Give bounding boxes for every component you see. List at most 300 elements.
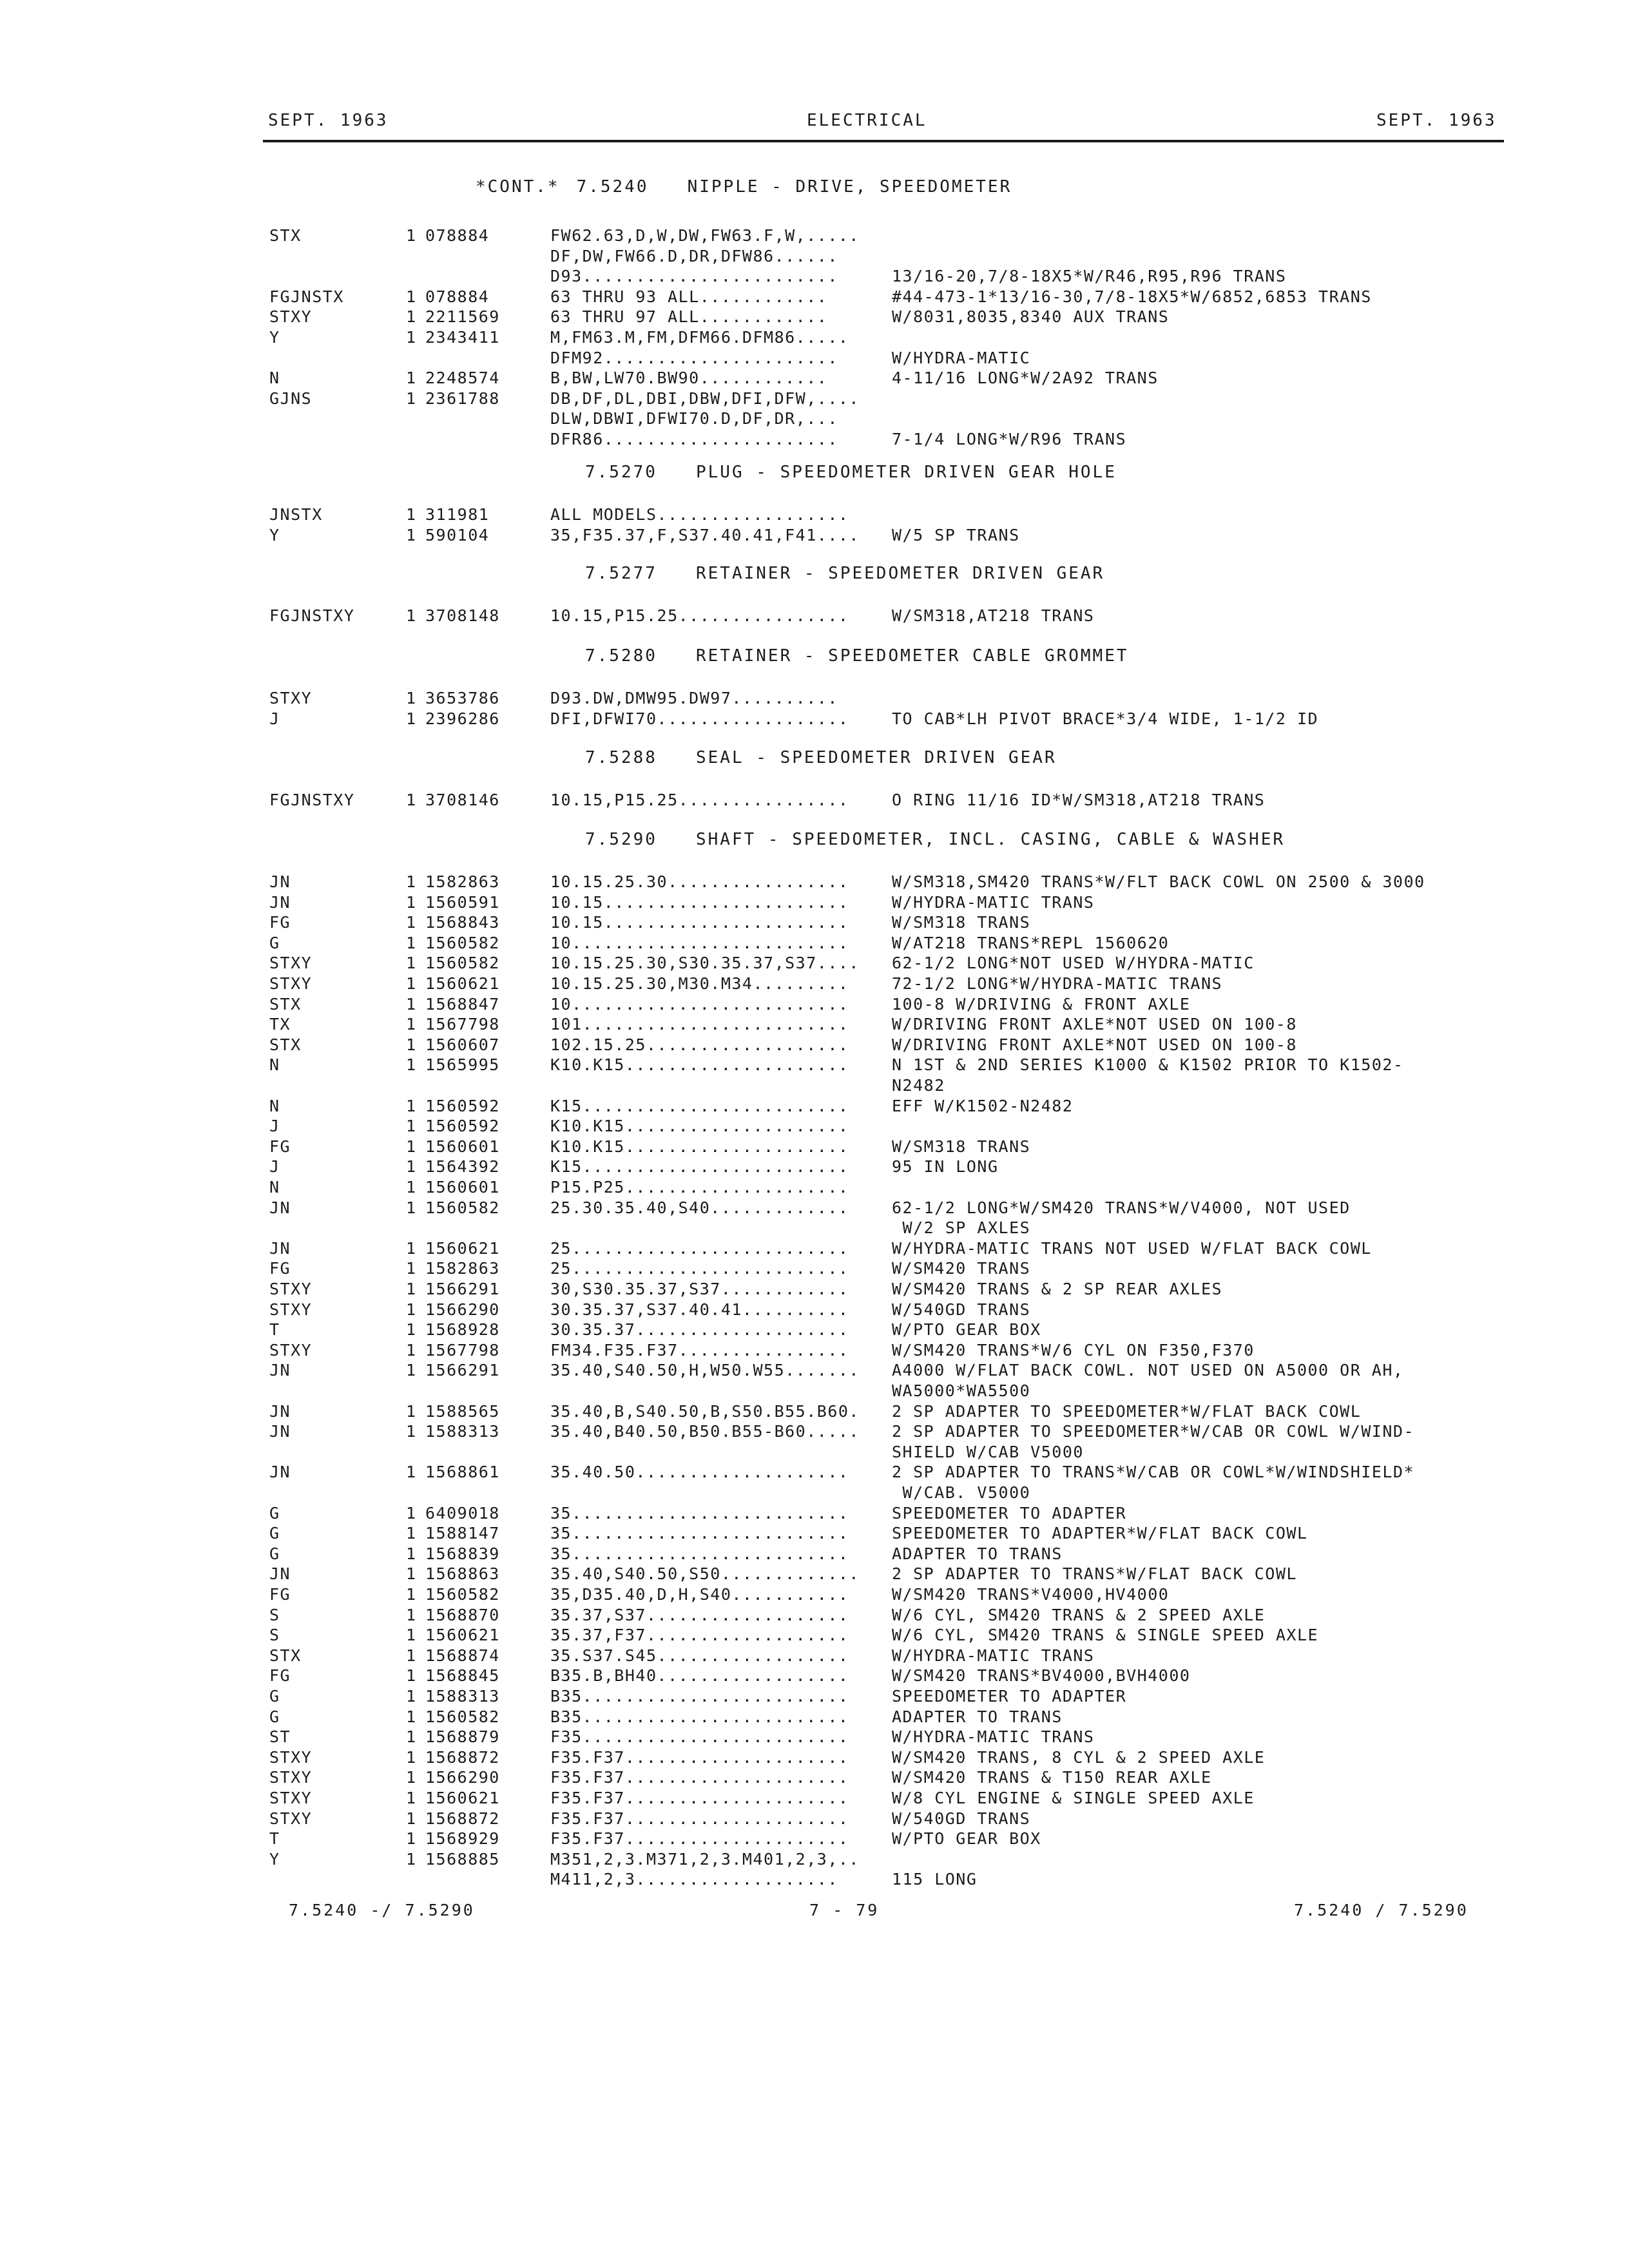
section-number: 7.5280 xyxy=(585,646,657,666)
remark: W/SM420 TRANS xyxy=(892,1259,1031,1278)
part-number: 1568870 xyxy=(425,1606,500,1624)
remark: W/HYDRA-MATIC TRANS NOT USED W/FLAT BACK COWL xyxy=(892,1239,1372,1258)
quantity: 1 xyxy=(406,1707,417,1726)
remark: 62-1/2 LONG*NOT USED W/HYDRA-MATIC xyxy=(892,954,1255,972)
quantity: 1 xyxy=(406,1361,417,1379)
model-list: M411,2,3................... xyxy=(550,1870,838,1888)
model-code: STXY xyxy=(269,954,313,972)
parts-row xyxy=(0,1320,1629,1340)
section-prefix: *CONT.* xyxy=(476,177,560,197)
parts-row xyxy=(0,226,1629,246)
section-number: 7.5288 xyxy=(585,748,657,767)
quantity: 1 xyxy=(406,1727,417,1746)
model-list: B,BW,LW70.BW90............ xyxy=(550,369,828,387)
model-code: JN xyxy=(269,1361,291,1379)
section-heading xyxy=(585,748,1057,767)
remark: W/2 SP AXLES xyxy=(892,1218,1031,1237)
model-code: STX xyxy=(269,1035,302,1054)
quantity: 1 xyxy=(406,1646,417,1665)
model-list: DLW,DBWI,DFWI70.D,DF,DR,... xyxy=(550,409,838,428)
model-list: 25.......................... xyxy=(550,1259,849,1278)
parts-row xyxy=(0,1809,1629,1829)
quantity: 1 xyxy=(406,1035,417,1054)
part-number: 3708146 xyxy=(425,791,500,809)
remark: W/540GD TRANS xyxy=(892,1809,1031,1828)
parts-row xyxy=(0,1157,1629,1177)
model-list: DFM92...................... xyxy=(550,349,838,367)
remark: W/HYDRA-MATIC xyxy=(892,349,1031,367)
model-code: JN xyxy=(269,872,291,891)
model-list: K15......................... xyxy=(550,1157,849,1176)
part-number: 1560582 xyxy=(425,954,500,972)
quantity: 1 xyxy=(406,1809,417,1828)
parts-row xyxy=(0,994,1629,1015)
remark: EFF W/K1502-N2482 xyxy=(892,1097,1074,1115)
parts-row xyxy=(0,1014,1629,1035)
part-number: 1588565 xyxy=(425,1402,500,1421)
model-list: 25.30.35.40,S40............. xyxy=(550,1198,849,1217)
section-heading xyxy=(476,177,1012,197)
quantity: 1 xyxy=(406,1320,417,1339)
section-number: 7.5277 xyxy=(585,564,657,583)
part-number: 2211569 xyxy=(425,307,500,326)
part-number: 1566290 xyxy=(425,1768,500,1787)
model-code: Y xyxy=(269,328,280,347)
model-code: Y xyxy=(269,526,280,544)
model-code: N xyxy=(269,1097,280,1115)
section-heading xyxy=(585,564,1104,583)
quantity: 1 xyxy=(406,689,417,707)
parts-row xyxy=(0,1869,1629,1890)
quantity: 1 xyxy=(406,893,417,912)
header-date-left: SEPT. 1963 xyxy=(268,111,389,130)
part-number: 2343411 xyxy=(425,328,500,347)
parts-row xyxy=(0,1646,1629,1666)
parts-row xyxy=(0,872,1629,892)
model-list: 30,S30.35.37,S37............ xyxy=(550,1280,849,1298)
quantity: 1 xyxy=(406,1524,417,1542)
section-title: SHAFT - SPEEDOMETER, INCL. CASING, CABLE & WASHER xyxy=(696,830,1286,849)
model-list: F35.F37..................... xyxy=(550,1768,849,1787)
model-list: D93........................ xyxy=(550,267,838,285)
part-number: 1560601 xyxy=(425,1178,500,1196)
parts-row xyxy=(0,1258,1629,1279)
model-list: F35.F37..................... xyxy=(550,1809,849,1828)
quantity: 1 xyxy=(406,974,417,993)
model-code: N xyxy=(269,1178,280,1196)
model-code: FG xyxy=(269,1585,291,1604)
parts-row xyxy=(0,1198,1629,1218)
quantity: 1 xyxy=(406,307,417,326)
remark: W/5 SP TRANS xyxy=(892,526,1020,544)
part-number: 1568928 xyxy=(425,1320,500,1339)
part-number: 1560582 xyxy=(425,1707,500,1726)
quantity: 1 xyxy=(406,287,417,306)
parts-row xyxy=(0,408,1629,429)
part-number: 1588313 xyxy=(425,1687,500,1706)
model-list: 30.35.37.................... xyxy=(550,1320,849,1339)
quantity: 1 xyxy=(406,1748,417,1767)
remark: W/SM420 TRANS & T150 REAR AXLE xyxy=(892,1768,1212,1787)
model-code: JN xyxy=(269,1198,291,1217)
remark: W/HYDRA-MATIC TRANS xyxy=(892,893,1095,912)
remark: 115 LONG xyxy=(892,1870,978,1888)
quantity: 1 xyxy=(406,1137,417,1156)
model-list: DF,DW,FW66.D,DR,DFW86...... xyxy=(550,247,838,265)
part-number: 1568885 xyxy=(425,1850,500,1869)
part-number: 1560621 xyxy=(425,1239,500,1258)
model-code: JN xyxy=(269,1402,291,1421)
model-list: 35.40.50.................... xyxy=(550,1463,849,1481)
parts-row xyxy=(0,1381,1629,1401)
quantity: 1 xyxy=(406,1829,417,1848)
model-list: M,FM63.M,FM,DFM66.DFM86..... xyxy=(550,328,849,347)
quantity: 1 xyxy=(406,1850,417,1869)
quantity: 1 xyxy=(406,1687,417,1706)
parts-row xyxy=(0,892,1629,913)
footer-range-right: 7.5240 / 7.5290 xyxy=(1294,1901,1469,1919)
quantity: 1 xyxy=(406,1585,417,1604)
quantity: 1 xyxy=(406,606,417,625)
remark: W/SM318 TRANS xyxy=(892,1137,1031,1156)
model-list: K10.K15..................... xyxy=(550,1117,849,1135)
remark: #44-473-1*13/16-30,7/8-18X5*W/6852,6853 TRANS xyxy=(892,287,1372,306)
part-number: 2361788 xyxy=(425,389,500,408)
parts-row xyxy=(0,266,1629,287)
part-number: 1566291 xyxy=(425,1361,500,1379)
model-code: J xyxy=(269,1157,280,1176)
model-code: N xyxy=(269,1055,280,1074)
remark: W/540GD TRANS xyxy=(892,1300,1031,1319)
model-code: STXY xyxy=(269,1280,313,1298)
section-title: RETAINER - SPEEDOMETER CABLE GROMMET xyxy=(696,646,1129,666)
parts-row xyxy=(0,1767,1629,1788)
quantity: 1 xyxy=(406,995,417,1014)
quantity: 1 xyxy=(406,1178,417,1196)
parts-row xyxy=(0,1401,1629,1422)
parts-row xyxy=(0,1584,1629,1605)
quantity: 1 xyxy=(406,328,417,347)
model-list: B35......................... xyxy=(550,1687,849,1706)
remark: W/SM420 TRANS*V4000,HV4000 xyxy=(892,1585,1170,1604)
parts-row xyxy=(0,1137,1629,1157)
model-code: STXY xyxy=(269,1809,313,1828)
model-list: F35.F37..................... xyxy=(550,1748,849,1767)
remark: 4-11/16 LONG*W/2A92 TRANS xyxy=(892,369,1159,387)
parts-row xyxy=(0,606,1629,626)
parts-row xyxy=(0,1442,1629,1463)
model-list: K10.K15..................... xyxy=(550,1137,849,1156)
part-number: 1568872 xyxy=(425,1809,500,1828)
model-code: STX xyxy=(269,995,302,1014)
model-code: FGJNSTXY xyxy=(269,791,355,809)
parts-row xyxy=(0,389,1629,409)
parts-row xyxy=(0,348,1629,369)
quantity: 1 xyxy=(406,1606,417,1624)
parts-row xyxy=(0,933,1629,954)
remark: WA5000*WA5500 xyxy=(892,1381,1031,1400)
remark: W/HYDRA-MATIC TRANS xyxy=(892,1727,1095,1746)
part-number: 2396286 xyxy=(425,709,500,728)
remark: SPEEDOMETER TO ADAPTER xyxy=(892,1687,1127,1706)
quantity: 1 xyxy=(406,1789,417,1807)
part-number: 1560591 xyxy=(425,893,500,912)
remark: W/6 CYL, SM420 TRANS & 2 SPEED AXLE xyxy=(892,1606,1266,1624)
parts-row xyxy=(0,974,1629,994)
part-number: 1560582 xyxy=(425,1585,500,1604)
model-list: FW62.63,D,W,DW,FW63.F,W,..... xyxy=(550,226,860,245)
part-number: 1568929 xyxy=(425,1829,500,1848)
parts-row xyxy=(0,953,1629,974)
part-number: 1588313 xyxy=(425,1422,500,1441)
remark: 95 IN LONG xyxy=(892,1157,999,1176)
remark: W/8031,8035,8340 AUX TRANS xyxy=(892,307,1170,326)
model-list: B35.B,BH40.................. xyxy=(550,1666,849,1685)
parts-row xyxy=(0,912,1629,933)
part-number: 1560582 xyxy=(425,934,500,952)
model-list: 35.37,F37................... xyxy=(550,1626,849,1644)
quantity: 1 xyxy=(406,1239,417,1258)
remark: W/PTO GEAR BOX xyxy=(892,1320,1041,1339)
parts-row xyxy=(0,1727,1629,1747)
part-number: 1582863 xyxy=(425,1259,500,1278)
model-code: G xyxy=(269,1524,280,1542)
quantity: 1 xyxy=(406,1055,417,1074)
model-code: T xyxy=(269,1320,280,1339)
parts-row xyxy=(0,1666,1629,1686)
model-list: 10.15,P15.25................ xyxy=(550,791,849,809)
remark: 100-8 W/DRIVING & FRONT AXLE xyxy=(892,995,1191,1014)
parts-row xyxy=(0,368,1629,389)
part-number: 1582863 xyxy=(425,872,500,891)
part-number: 078884 xyxy=(425,287,490,306)
model-code: STXY xyxy=(269,1768,313,1787)
parts-row xyxy=(0,1421,1629,1442)
model-list: 35.......................... xyxy=(550,1544,849,1563)
model-code: G xyxy=(269,1707,280,1726)
parts-row xyxy=(0,790,1629,811)
remark: 2 SP ADAPTER TO SPEEDOMETER*W/CAB OR COWL W/WIND- xyxy=(892,1422,1415,1441)
quantity: 1 xyxy=(406,1300,417,1319)
remark: W/DRIVING FRONT AXLE*NOT USED ON 100-8 xyxy=(892,1015,1297,1033)
model-list: 35.40,S40.50,H,W50.W55....... xyxy=(550,1361,860,1379)
model-list: 35,F35.37,F,S37.40.41,F41.... xyxy=(550,526,860,544)
model-list: DB,DF,DL,DBI,DBW,DFI,DFW,.... xyxy=(550,389,860,408)
remark: 2 SP ADAPTER TO SPEEDOMETER*W/FLAT BACK COWL xyxy=(892,1402,1362,1421)
model-code: STX xyxy=(269,1646,302,1665)
model-list: 30.35.37,S37.40.41.......... xyxy=(550,1300,849,1319)
model-code: T xyxy=(269,1829,280,1848)
remark: 7-1/4 LONG*W/R96 TRANS xyxy=(892,430,1127,448)
parts-row xyxy=(0,307,1629,327)
remark: N 1ST & 2ND SERIES K1000 & K1502 PRIOR TO K1502- xyxy=(892,1055,1404,1074)
parts-row xyxy=(0,1279,1629,1300)
parts-row xyxy=(0,1075,1629,1096)
parts-row xyxy=(0,1849,1629,1870)
model-code: FGJNSTX xyxy=(269,287,344,306)
model-code: S xyxy=(269,1606,280,1624)
quantity: 1 xyxy=(406,1015,417,1033)
model-list: 35.......................... xyxy=(550,1504,849,1523)
parts-row xyxy=(0,1116,1629,1137)
remark: A4000 W/FLAT BACK COWL. NOT USED ON A5000 OR AH, xyxy=(892,1361,1404,1379)
part-number: 1564392 xyxy=(425,1157,500,1176)
parts-row xyxy=(0,1788,1629,1809)
remark: SPEEDOMETER TO ADAPTER xyxy=(892,1504,1127,1523)
part-number: 1568874 xyxy=(425,1646,500,1665)
parts-row xyxy=(0,246,1629,267)
parts-row xyxy=(0,1483,1629,1503)
model-code: JN xyxy=(269,1422,291,1441)
quantity: 1 xyxy=(406,1259,417,1278)
parts-row xyxy=(0,1300,1629,1320)
part-number: 3653786 xyxy=(425,689,500,707)
part-number: 3708148 xyxy=(425,606,500,625)
model-list: 10.15.25.30,M30.M34......... xyxy=(550,974,849,993)
model-list: K10.K15..................... xyxy=(550,1055,849,1074)
remark: W/CAB. V5000 xyxy=(892,1483,1031,1502)
model-code: FG xyxy=(269,1137,291,1156)
part-number: 2248574 xyxy=(425,369,500,387)
model-code: STXY xyxy=(269,1300,313,1319)
parts-row xyxy=(0,1564,1629,1584)
remark: 72-1/2 LONG*W/HYDRA-MATIC TRANS xyxy=(892,974,1223,993)
quantity: 1 xyxy=(406,934,417,952)
model-code: S xyxy=(269,1626,280,1644)
part-number: 1568839 xyxy=(425,1544,500,1563)
remark: SHIELD W/CAB V5000 xyxy=(892,1443,1084,1461)
parts-row xyxy=(0,688,1629,709)
part-number: 1565995 xyxy=(425,1055,500,1074)
model-list: ALL MODELS.................. xyxy=(550,505,849,524)
quantity: 1 xyxy=(406,1280,417,1298)
model-list: F35.F37..................... xyxy=(550,1829,849,1848)
parts-row xyxy=(0,1055,1629,1075)
parts-row xyxy=(0,709,1629,729)
parts-row xyxy=(0,429,1629,450)
parts-row xyxy=(0,1503,1629,1524)
parts-row xyxy=(0,1523,1629,1544)
model-code: G xyxy=(269,1687,280,1706)
parts-row xyxy=(0,525,1629,546)
model-code: J xyxy=(269,709,280,728)
model-code: JN xyxy=(269,1463,291,1481)
model-code: STXY xyxy=(269,1748,313,1767)
model-list: 35.......................... xyxy=(550,1524,849,1542)
quantity: 1 xyxy=(406,709,417,728)
model-code: STX xyxy=(269,226,302,245)
model-code: STXY xyxy=(269,307,313,326)
quantity: 1 xyxy=(406,1198,417,1217)
quantity: 1 xyxy=(406,954,417,972)
quantity: 1 xyxy=(406,1626,417,1644)
part-number: 1560601 xyxy=(425,1137,500,1156)
model-list: 10.15....................... xyxy=(550,893,849,912)
model-list: 35,D35.40,D,H,S40........... xyxy=(550,1585,849,1604)
model-code: G xyxy=(269,1544,280,1563)
part-number: 1560592 xyxy=(425,1117,500,1135)
parts-row xyxy=(0,1096,1629,1117)
part-number: 1560592 xyxy=(425,1097,500,1115)
remark: W/PTO GEAR BOX xyxy=(892,1829,1041,1848)
part-number: 1568843 xyxy=(425,913,500,932)
remark: W/SM318 TRANS xyxy=(892,913,1031,932)
model-list: 35.40,B,S40.50,B,S50.B55.B60. xyxy=(550,1402,860,1421)
part-number: 1566291 xyxy=(425,1280,500,1298)
parts-row xyxy=(0,505,1629,525)
model-list: 10.15.25.30,S30.35.37,S37.... xyxy=(550,954,860,972)
remark: ADAPTER TO TRANS xyxy=(892,1544,1063,1563)
model-list: 10.15,P15.25................ xyxy=(550,606,849,625)
quantity: 1 xyxy=(406,1768,417,1787)
section-title: SEAL - SPEEDOMETER DRIVEN GEAR xyxy=(696,748,1057,767)
parts-row xyxy=(0,1340,1629,1361)
model-list: B35......................... xyxy=(550,1707,849,1726)
model-list: DFR86...................... xyxy=(550,430,838,448)
parts-row xyxy=(0,1035,1629,1055)
header-rule xyxy=(263,140,1504,142)
remark: SPEEDOMETER TO ADAPTER*W/FLAT BACK COWL xyxy=(892,1524,1308,1542)
remark: W/SM420 TRANS*W/6 CYL ON F350,F370 xyxy=(892,1341,1255,1360)
model-code: JN xyxy=(269,1564,291,1583)
quantity: 1 xyxy=(406,1666,417,1685)
remark: W/SM420 TRANS*BV4000,BVH4000 xyxy=(892,1666,1191,1685)
model-code: G xyxy=(269,1504,280,1523)
model-list: 35.40,S40.50,S50............. xyxy=(550,1564,860,1583)
quantity: 1 xyxy=(406,1097,417,1115)
model-code: JN xyxy=(269,893,291,912)
model-list: M351,2,3.M371,2,3.M401,2,3,.. xyxy=(550,1850,860,1869)
section-title: PLUG - SPEEDOMETER DRIVEN GEAR HOLE xyxy=(696,463,1117,482)
part-number: 1568845 xyxy=(425,1666,500,1685)
remark: 13/16-20,7/8-18X5*W/R46,R95,R96 TRANS xyxy=(892,267,1287,285)
part-number: 1560621 xyxy=(425,1626,500,1644)
part-number: 311981 xyxy=(425,505,490,524)
quantity: 1 xyxy=(406,791,417,809)
section-title: NIPPLE - DRIVE, SPEEDOMETER xyxy=(687,177,1012,197)
parts-row xyxy=(0,1462,1629,1483)
model-code: FG xyxy=(269,1666,291,1685)
parts-row xyxy=(0,327,1629,348)
model-list: 101......................... xyxy=(550,1015,849,1033)
remark: W/SM318,AT218 TRANS xyxy=(892,606,1095,625)
remark: W/SM420 TRANS & 2 SP REAR AXLES xyxy=(892,1280,1223,1298)
section-heading xyxy=(585,463,1117,482)
parts-row xyxy=(0,287,1629,307)
part-number: 1560582 xyxy=(425,1198,500,1217)
quantity: 1 xyxy=(406,1504,417,1523)
section-title: RETAINER - SPEEDOMETER DRIVEN GEAR xyxy=(696,564,1105,583)
header-date-right: SEPT. 1963 xyxy=(1376,111,1497,130)
model-list: P15.P25..................... xyxy=(550,1178,849,1196)
part-number: 078884 xyxy=(425,226,490,245)
part-number: 1560621 xyxy=(425,1789,500,1807)
remark: W/HYDRA-MATIC TRANS xyxy=(892,1646,1095,1665)
remark: 2 SP ADAPTER TO TRANS*W/FLAT BACK COWL xyxy=(892,1564,1297,1583)
model-list: F35......................... xyxy=(550,1727,849,1746)
remark: ADAPTER TO TRANS xyxy=(892,1707,1063,1726)
quantity: 1 xyxy=(406,505,417,524)
part-number: 1568879 xyxy=(425,1727,500,1746)
model-code: FG xyxy=(269,913,291,932)
model-list: 35.37,S37................... xyxy=(550,1606,849,1624)
model-list: FM34.F35.F37................ xyxy=(550,1341,849,1360)
parts-row xyxy=(0,1829,1629,1849)
model-code: STXY xyxy=(269,1789,313,1807)
model-code: JN xyxy=(269,1239,291,1258)
model-code: TX xyxy=(269,1015,291,1033)
quantity: 1 xyxy=(406,1544,417,1563)
